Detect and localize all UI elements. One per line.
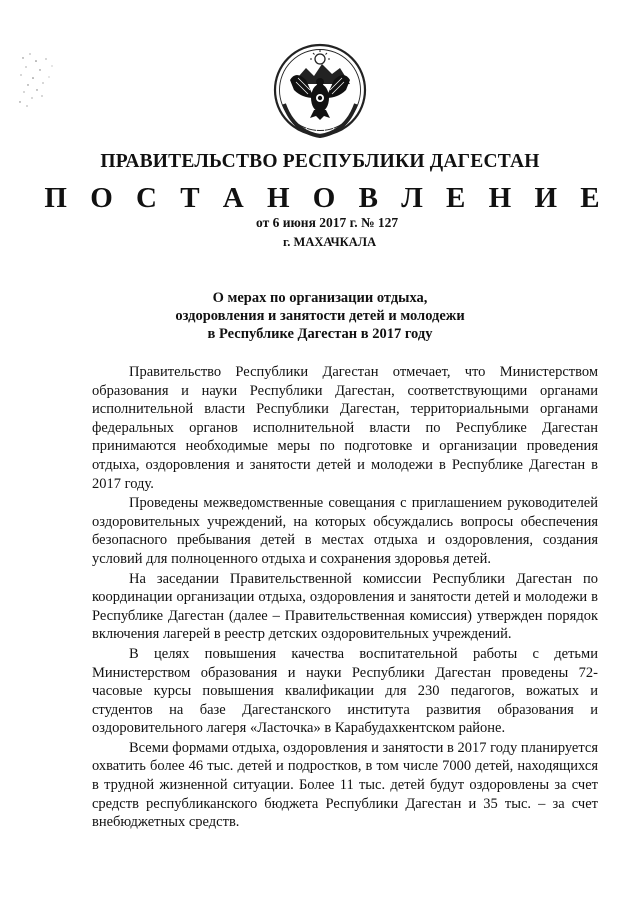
document-date-number: от 6 июня 2017 г. № 127 — [256, 215, 399, 230]
document-type-heading: П О С Т А Н О В Л Е Н И Е — [44, 182, 608, 214]
document-subject — [0, 289, 640, 343]
body-paragraph: На заседании Правительственной комиссии Республики Дагестан по координации организации отдыха, оздоровления и занятости детей и молодежи в Республике Дагестан (далее – Правительственная комиссия) утвержден порядок включения лагерей в реестр детских оздоровительных учреждений. — [92, 570, 598, 643]
body-paragraph: В целях повышения качества воспитательной работы с детьми Министерством образования и науки Республики Дагестан проведены 72-часовые курсы повышения квалификации для 230 педагогов, вожатых и студентов на базе Дагестанского института развития образования и оздоровительного лагеря «Ласточка» в Карабудахкентском районе. — [92, 645, 598, 737]
subject-line: О мерах по организации отдыха, — [212, 290, 428, 306]
scan-speckle — [18, 50, 68, 110]
dagestan-coat-of-arms-icon — [270, 40, 370, 144]
body-paragraph: Правительство Республики Дагестан отмечает, что Министерством образования и науки Республики Дагестан, соответствующими органами исполнительной власти Республики Дагестан, территориальными органами федеральных органов исполнительной власти по Республике Дагестан принимаются необходимые меры по подготовке и организации проведения отдыха, оздоровления и занятости детей и молодежи в Республике Дагестан в 2017 году. — [92, 364, 598, 492]
subject-line: в Республике Дагестан в 2017 году — [207, 326, 433, 342]
subject-line: оздоровления и занятости детей и молодежи — [175, 308, 465, 324]
body-paragraph: Проведены межведомственные совещания с приглашением руководителей оздоровительных учреждений, на которых обсуждались вопросы обеспечения безопасного пребывания детей в местах отдыха и оздоровления, создания условий для полноценного отдыха и сохранения здоровья детей. — [92, 495, 598, 567]
document-city: г. МАХАЧКАЛА — [283, 235, 377, 249]
government-title: ПРАВИТЕЛЬСТВО РЕСПУБЛИКИ ДАГЕСТАН — [100, 151, 540, 172]
body-paragraph: Всеми формами отдыха, оздоровления и занятости в 2017 году планируется охватить более 46 тыс. детей и подростков, в том числе 7000 детей, находящихся в трудной жизненной ситуации. Более 11 тыс. детей будут оздоровлены за счет средств республиканского бюджета Республики Дагестан и 35 тыс. – за счет внебюджетных средств. — [92, 739, 598, 831]
document-body — [92, 363, 598, 833]
